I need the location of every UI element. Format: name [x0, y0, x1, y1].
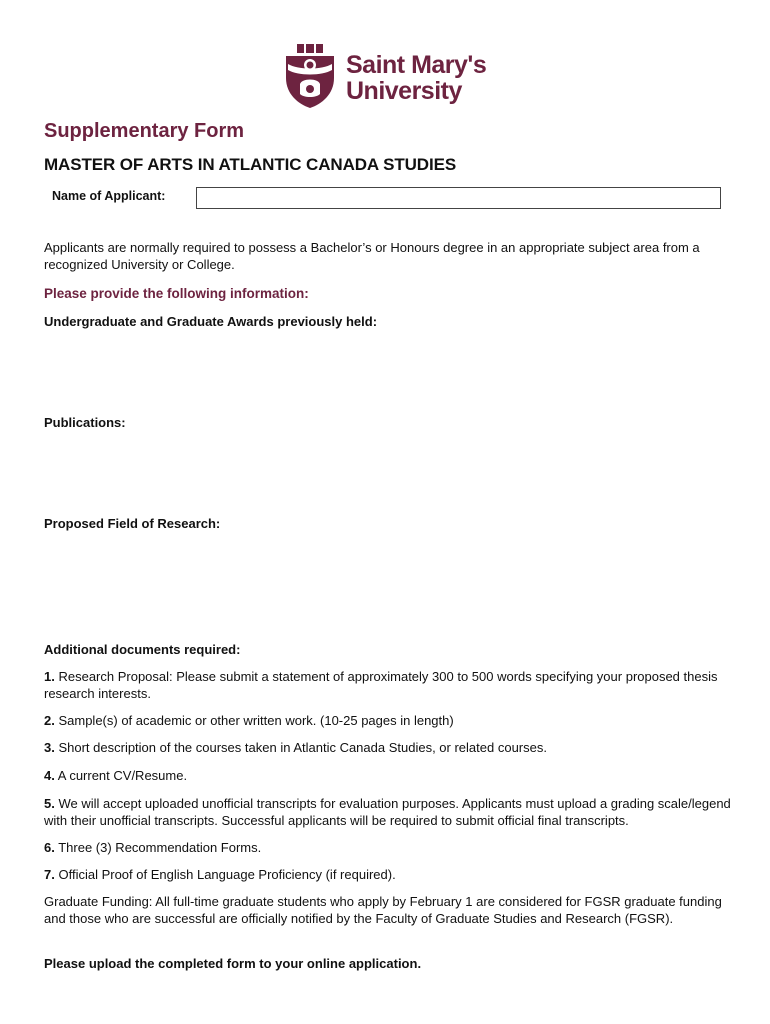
document-text: We will accept uploaded unofficial transcripts for evaluation purposes. Applicants must upload a grading scale/legend with their unofficial transcripts. Successful applicants will be required to submit official final transcripts. [44, 796, 731, 828]
awards-heading: Undergraduate and Graduate Awards previously held: [44, 314, 378, 329]
document-item-1 [44, 669, 734, 702]
intro-paragraph: Applicants are normally required to possess a Bachelor’s or Honours degree in an appropriate subject area from a recognized University or College. [44, 240, 700, 272]
name-of-applicant-input[interactable] [196, 187, 721, 209]
document-item-6 [44, 840, 734, 857]
document-item-2 [44, 713, 734, 730]
document-text: Official Proof of English Language Proficiency (if required). [58, 867, 396, 882]
document-number: 2. [44, 713, 55, 728]
document-text: Short description of the courses taken in Atlantic Canada Studies, or related courses. [58, 740, 547, 755]
document-item-3 [44, 740, 734, 757]
document-number: 1. [44, 669, 55, 684]
research-field-heading: Proposed Field of Research: [44, 516, 221, 531]
graduate-funding-paragraph: Graduate Funding: All full-time graduate students who apply by February 1 are considered for FGSR graduate funding and those who are successful are officially notified by the Faculty of Graduate Studies and Research (FGSR). [44, 894, 722, 926]
logo-line-1: Saint Mary's [346, 51, 487, 79]
document-item-4 [44, 768, 734, 785]
crest-icon [284, 44, 336, 110]
university-logo [284, 44, 494, 110]
document-text: Three (3) Recommendation Forms. [58, 840, 262, 855]
document-text: Sample(s) of academic or other written work. (10-25 pages in length) [58, 713, 454, 728]
upload-instruction: Please upload the completed form to your online application. [44, 956, 422, 971]
publications-heading: Publications: [44, 415, 126, 430]
logo-wordmark [346, 52, 486, 104]
name-of-applicant-label: Name of Applicant: [52, 189, 166, 203]
document-number: 6. [44, 840, 55, 855]
document-number: 3. [44, 740, 55, 755]
logo-line-2: University [346, 77, 462, 105]
document-number: 7. [44, 867, 55, 882]
form-title: Supplementary Form [44, 120, 245, 142]
document-item-5 [44, 796, 734, 829]
document-number: 5. [44, 796, 55, 811]
program-title: MASTER OF ARTS IN ATLANTIC CANADA STUDIES [44, 155, 457, 174]
document-number: 4. [44, 768, 55, 783]
please-provide-heading: Please provide the following information: [44, 286, 309, 301]
document-item-7 [44, 867, 734, 884]
additional-documents-heading: Additional documents required: [44, 642, 241, 657]
document-text: Research Proposal: Please submit a statement of approximately 300 to 500 words specifying your proposed thesis research interests. [44, 669, 718, 701]
document-text: A current CV/Resume. [57, 768, 188, 783]
